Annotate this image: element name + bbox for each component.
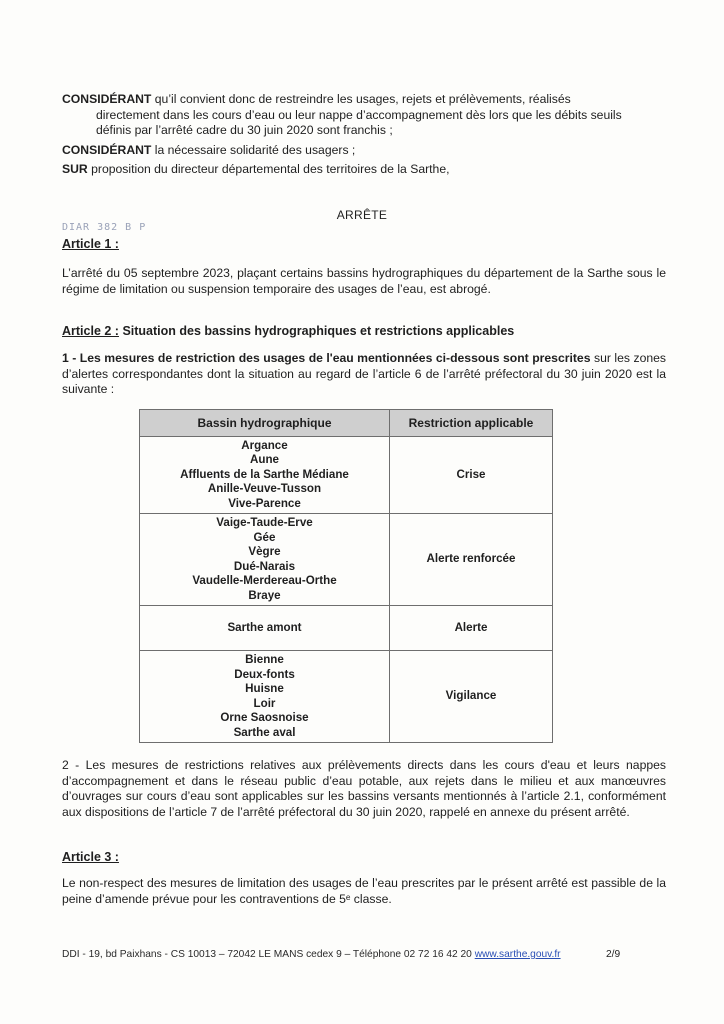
footer-website-link[interactable]: www.sarthe.gouv.fr [474,949,561,960]
article-3-heading [62,850,119,864]
table-row [140,606,553,651]
basin-name: Sarthe amont [227,620,302,634]
header-basin: Bassin hydrographique [140,410,390,437]
article-2-paragraph-1-bold: 1 - Les mesures de restriction des usages de l'eau mentionnées ci-dessous sont prescrites [62,351,591,365]
arrete-title: ARRÊTE [336,208,388,222]
basin-name: Orne Saosnoise [220,711,309,724]
article-2-title: Situation des bassins hydrographiques et restrictions applicables [122,324,515,338]
basin-name: Affluents de la Sarthe Médiane [180,467,349,481]
page-footer [62,949,662,960]
restriction-cell: Alerte [390,606,553,651]
basin-cell [140,437,390,514]
footer-address: DDI - 19, bd Paixhans - CS 10013 – 72042 LE MANS cedex 9 – Téléphone 02 72 16 42 20 [62,949,472,960]
considerant-1 [62,92,666,108]
sur-proposition [62,162,666,178]
article-2-paragraph-1-rest: sur les zones d’alertes correspondantes dont la situation au regard de l’article 6 de l’arrêté préfectoral du 30 juin 2020 est la suivante : [62,351,666,396]
registration-stamp: DIAR 382 B P [62,222,147,233]
basin-cell [140,514,390,606]
basin-name: Vaudelle-Merdereau-Orthe [192,574,337,587]
sur-text: proposition du directeur départemental des territoires de la Sarthe, [91,162,450,176]
article-2-paragraph-1 [62,351,666,398]
article-2-heading [62,324,514,338]
basin-name: Sarthe aval [233,725,296,739]
considerant-keyword: CONSIDÉRANT [62,143,152,157]
considerant-2 [62,143,666,159]
basin-cell [140,606,390,651]
basin-name: Vaige-Taude-Erve [216,516,313,529]
article-3-text: Le non-respect des mesures de limitation des usages de l’eau prescrites par le présent arrêté est passible de la peine d’amende prévue pour les contraventions de 5ᵉ classe. [62,876,666,906]
sur-keyword: SUR [62,162,88,176]
restriction-cell: Crise [390,437,553,514]
basin-name: Anille-Veuve-Tusson [207,482,322,496]
considerant-1-line-2: directement dans les cours d’eau ou leur nappe d’accompagnement dès lors que les débits seuils [96,107,622,122]
basin-name: Aune [250,453,279,467]
considerant-text: qu’il convient donc de restreindre les usages, rejets et prélèvements, réalisés [154,92,571,106]
article-1-text: L’arrêté du 05 septembre 2023, plaçant certains bassins hydrographiques du département de la Sarthe sous le régime de limitation ou suspension temporaire des usages de l’eau, est abrogé. [62,266,666,296]
basin-name: Argance [241,438,288,452]
basin-name: Huisne [245,682,284,695]
table-header-row [140,410,553,437]
considerant-1-line-3: définis par l’arrêté cadre du 30 juin 2020 sont franchis ; [96,123,393,137]
basin-name: Braye [248,588,281,602]
basin-cell [140,651,390,743]
article-2-label: Article 2 : [62,324,119,338]
page-number: 2/9 [606,949,621,960]
table-row [140,437,553,514]
restriction-cell: Alerte renforcée [390,514,553,606]
basin-name: Dué-Narais [233,559,296,573]
basin-name: Vive-Parence [228,496,301,510]
article-3-label: Article 3 : [62,850,119,864]
article-1-heading [62,237,119,251]
restrictions-table [139,409,553,743]
article-2-paragraph-2: 2 - Les mesures de restrictions relatives aux prélèvements directs dans les cours d'eau et leurs nappes d’accompagnement et dans le réseau public d’eau potable, aux rejets dans le milieu et aux manœuvres d’ouvrages sur cours d’eau sont applicables sur les bassins versants mentionnés à l’article 2.1, conformément aux dispositions de l’article 7 de l’arrêté préfectoral du 30 juin 2020, rappelé en annexe du présent arrêté. [62,758,666,819]
article-1-label: Article 1 : [62,237,119,251]
basin-name: Gée [253,530,276,544]
basin-name: Loir [253,696,276,710]
basin-name: Bienne [245,653,284,666]
table-row [140,651,553,743]
basin-name: Deux-fonts [234,667,295,681]
restriction-cell: Vigilance [390,651,553,743]
considerant-text: la nécessaire solidarité des usagers ; [154,143,356,157]
basin-name: Vègre [248,545,281,558]
header-restriction: Restriction applicable [390,410,553,437]
table-row [140,514,553,606]
considerant-keyword: CONSIDÉRANT [62,92,152,106]
